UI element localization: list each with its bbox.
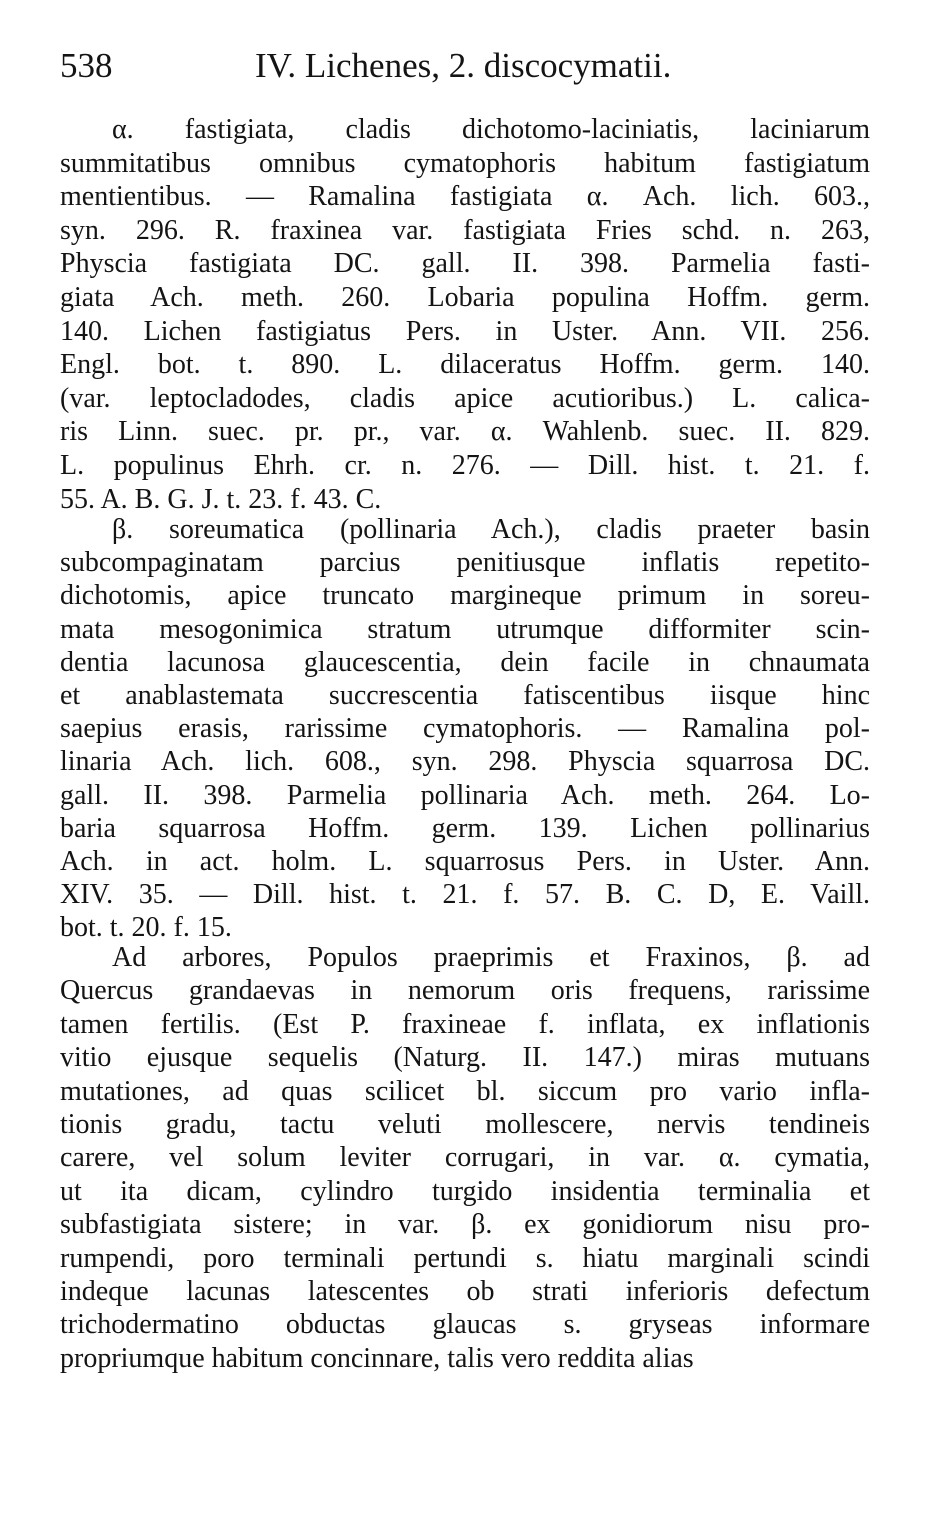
text-line: mata mesogonimica stratum utrumque difformiter scin- — [60, 613, 870, 645]
text-line: Engl. bot. t. 890. L. dilaceratus Hoffm. germ. 140. — [60, 349, 870, 381]
text-line: dichotomis, apice truncato margineque primum in soreu- — [60, 580, 870, 612]
text-line: L. populinus Ehrh. cr. n. 276. — Dill. hist. t. 21. f. — [60, 450, 870, 481]
text-line: indeque lacunas latescentes ob strati inferioris defectum — [60, 1276, 870, 1307]
text-line: gall. II. 398. Parmelia pollinaria Ach. meth. 264. Lo- — [60, 779, 870, 811]
text-line: tamen fertilis. (Est P. fraxineae f. inflata, ex inflationis — [60, 1008, 870, 1040]
text-line: subfastigiata sistere; in var. β. ex gonidiorum nisu pro- — [60, 1209, 870, 1241]
text-line: syn. 296. R. fraxinea var. fastigiata Fries schd. n. 263, — [60, 214, 870, 246]
text-line: β. soreumatica (pollinaria Ach.), cladis praeter basin — [112, 514, 870, 545]
text-line: tionis gradu, tactu veluti mollescere, nervis tendineis — [60, 1109, 870, 1140]
text-line: Ad arbores, Populos praeprimis et Fraxinos, β. ad — [112, 942, 870, 973]
page-header — [60, 40, 870, 100]
text-line: Physcia fastigiata DC. gall. II. 398. Parmelia fasti- — [60, 248, 870, 280]
text-line: subcompaginatam parcius penitiusque inflatis repetito- — [60, 547, 870, 579]
text-line: XIV. 35. — Dill. hist. t. 21. f. 57. B. C. D, E. Vaill. — [60, 879, 870, 911]
text-line: trichodermatino obductas glaucas s. gryseas informare — [60, 1309, 870, 1341]
text-line: linaria Ach. lich. 608., syn. 298. Physcia squarrosa DC. — [60, 746, 870, 778]
text-line: saepius erasis, rarissime cymatophoris. — Ramalina pol- — [60, 713, 870, 745]
text-line: giata Ach. meth. 260. Lobaria populina Hoffm. germ. — [60, 282, 870, 313]
text-line: bot. t. 20. f. 15. — [60, 912, 232, 944]
text-line: 140. Lichen fastigiatus Pers. in Uster. Ann. VII. 256. — [60, 315, 870, 347]
text-line: α. fastigiata, cladis dichotomo-laciniatis, laciniarum — [112, 114, 870, 145]
text-line: propriumque habitum concinnare, talis vero reddita alias — [60, 1342, 694, 1374]
text-line: summitatibus omnibus cymatophoris habitum fastigiatum — [60, 147, 870, 179]
text-line: baria squarrosa Hoffm. germ. 139. Lichen pollinarius — [60, 812, 870, 844]
page-number: 538 — [60, 46, 113, 85]
text-line: 55. A. B. G. J. t. 23. f. 43. C. — [60, 483, 382, 515]
text-line: Ach. in act. holm. L. squarrosus Pers. in Uster. Ann. — [60, 846, 870, 877]
text-line: mutationes, ad quas scilicet bl. siccum pro vario infla- — [60, 1075, 870, 1107]
text-line: mentientibus. — Ramalina fastigiata α. Ach. lich. 603., — [60, 181, 870, 213]
text-line: rumpendi, poro terminali pertundi s. hiatu marginali scindi — [60, 1242, 870, 1274]
text-line: ris Linn. suec. pr. pr., var. α. Wahlenb. suec. II. 829. — [60, 416, 870, 448]
text-line: et anablastemata succrescentia fatiscentibus iisque hinc — [60, 680, 870, 711]
text-line: vitio ejusque sequelis (Naturg. II. 147.) miras mutuans — [60, 1042, 870, 1074]
text-line: Quercus grandaevas in nemorum oris frequens, rarissime — [60, 975, 870, 1007]
text-line: dentia lacunosa glaucescentia, dein facile in chnaumata — [60, 646, 870, 678]
running-title: IV. Lichenes, 2. discocymatii. — [255, 46, 672, 85]
text-line: ut ita dicam, cylindro turgido insidentia terminalia et — [60, 1175, 870, 1207]
text-line: carere, vel solum leviter corrugari, in var. α. cymatia, — [60, 1142, 870, 1174]
text-line: (var. leptocladodes, cladis apice acutioribus.) L. calica- — [60, 382, 870, 414]
